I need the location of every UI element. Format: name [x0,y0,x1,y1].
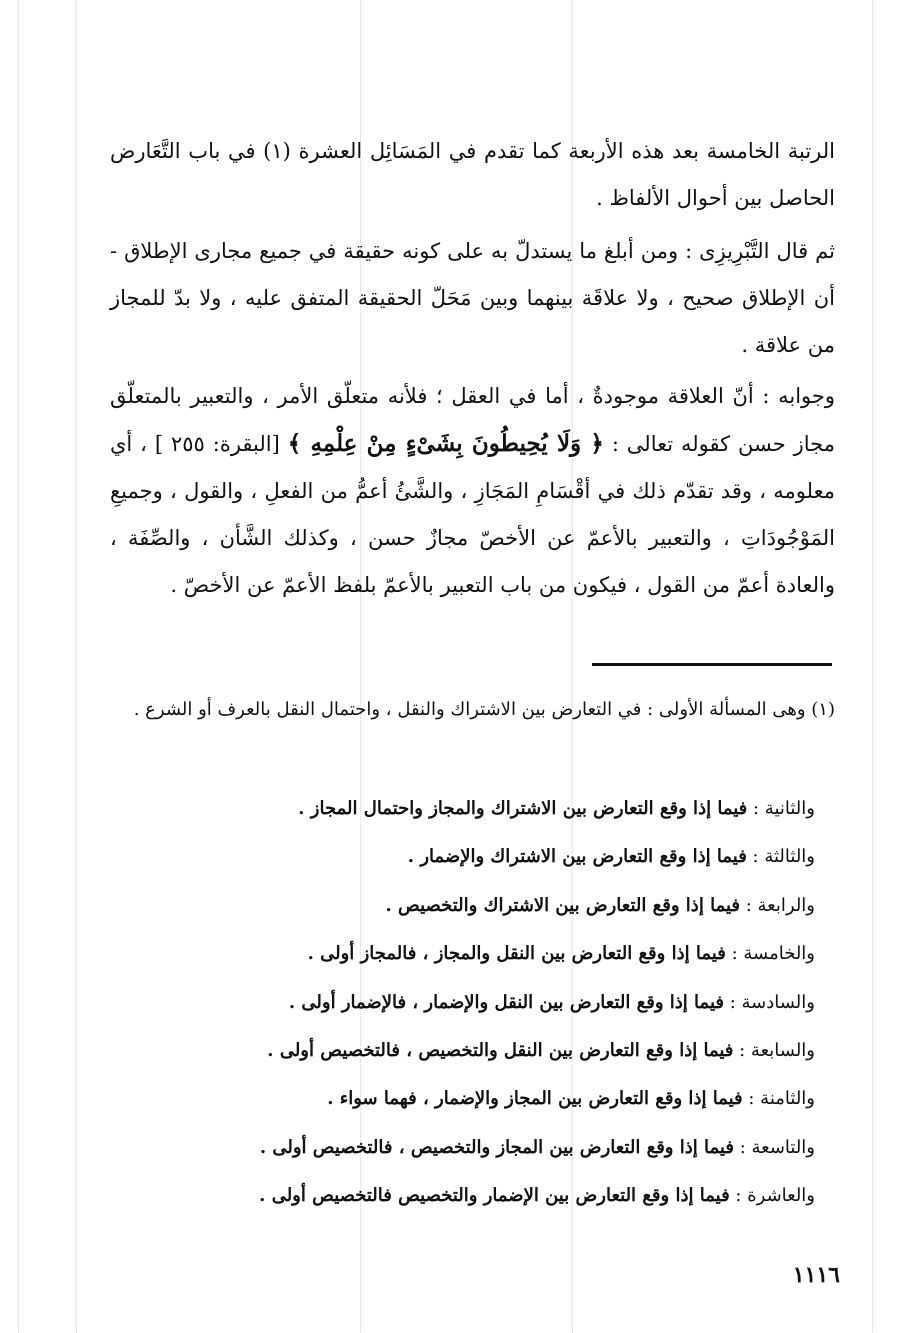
footnote-label: والسادسة : [729,991,815,1013]
footnote-label: والسابعة : [739,1039,815,1061]
scan-artifact-line [18,0,19,1333]
footnote-item [150,882,815,930]
footnote-text: فيما إذا وقع التعارض بين الاشتراك والمجاز واحتمال المجاز . [298,798,748,819]
footnote-item [150,1172,815,1220]
footnote-item [150,785,815,833]
footnote-item [150,1027,815,1075]
footnote-item [150,833,815,881]
footnote-item [150,979,815,1027]
footnote-label: والعاشرة : [735,1185,815,1207]
footnote-separator [592,663,832,666]
paragraph-tabrizi-objection [110,228,835,369]
paragraph-text: الرتبة الخامسة بعد هذه الأربعة كما تقدم في المَسَائِل العشرة (١) في باب التَّعَارض الحاصل بين أحوال الألفاظ . [110,139,835,210]
paragraph-text: [البقرة: ٢٥٥ ] ، أي معلومه ، وقد تقدّم ذلك في أقْسَامِ المَجَازِ ، والشَّئُ أعمُّ من الفعلِ ، والقول ، وجميعِ المَوْجُودَاتِ ، والتعبير بالأعمّ عن الأخصّ مجازٌ حسن ، وكذلك الشَّأن ، والصِّفَة ، والعادة أعمّ من القول ، فيكون من باب التعبير بالأعمّ بلفظ الأعمّ عن الأخصّ . [110,432,835,597]
footnote-text: فيما إذا وقع التعارض بين الإضمار والتخصيص فالتخصيص أولى . [259,1185,730,1207]
footnote-item [150,1075,815,1123]
footnote-text: فيما إذا وقع التعارض بين النقل والمجاز ، فالمجاز أولى . [307,943,726,965]
footnote-text: فيما إذا وقع التعارض بين المجاز والإضمار ، فهما سواء . [327,1088,743,1110]
footnote-list [150,785,815,1221]
footnote-intro: (١) وهى المسألة الأولى : في التعارض بين الاشتراك والنقل ، واحتمال النقل بالعرف أو الشرع . [133,699,835,720]
footnote-text: فيما إذا وقع التعارض بين الاشتراك والإضمار . [407,846,747,868]
paragraph-text: وجوابه : أنّ العلاقة موجودةٌ ، أما في العقل ؛ فلأنه متعلّق الأمر ، والتعبير بالمتعلّق مجاز حسن كقوله تعالى : [110,384,835,456]
page-number: ١١١٦ [792,1262,840,1288]
footnote-label: والتاسعة : [739,1136,815,1158]
footnote-label: والرابعة : [745,894,815,916]
footnote-text: فيما إذا وقع التعارض بين المجاز والتخصيص ، فالتخصيص أولى . [259,1136,734,1158]
footnote-label: والخامسة : [731,943,815,965]
quran-verse: ﴿ وَلَا يُحِيطُونَ بِشَىْءٍ مِنْ عِلْمِهِ ﴾ [287,430,604,457]
paragraph-rank-five [110,128,835,222]
scan-artifact-line [872,0,873,1333]
scan-artifact-line [76,0,77,1333]
footnote-item [150,930,815,978]
footnote-label: والثامنة : [748,1088,815,1110]
footnote-text: فيما إذا وقع التعارض بين الاشتراك والتخصيص . [385,894,741,916]
footnote-label: والثالثة : [752,846,815,868]
paragraph-answer [110,373,835,609]
footnote-label: والثانية : [753,798,815,819]
footnote-text: فيما إذا وقع التعارض بين النقل والتخصيص ، فالتخصيص أولى . [267,1039,734,1061]
footnote-text: فيما إذا وقع التعارض بين النقل والإضمار ، فالإضمار أولى . [288,991,724,1013]
paragraph-text: ثم قال التَّبْرِيزِى : ومن أبلغ ما يستدلّ به على كونه حقيقة في جميع مجارى الإطلاق - أن الإطلاق صحيح ، ولا علاقَة بينهما وبين مَحَلّ الحقيقة المتفق عليه ، ولا بدّ للمجاز من علاقة . [110,239,835,357]
footnote-item [150,1124,815,1172]
